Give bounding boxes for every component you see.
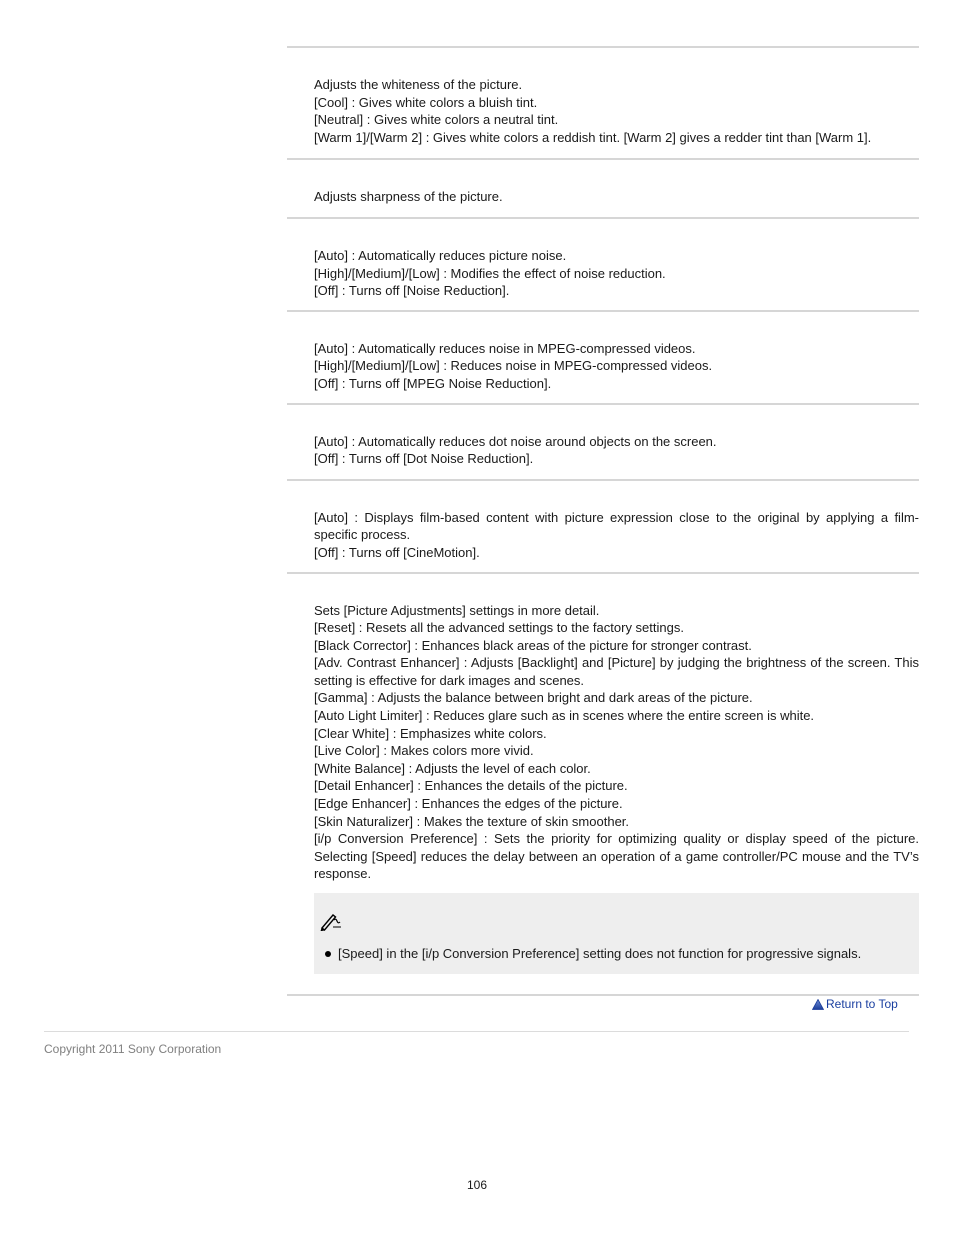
section-text: [Gamma] : Adjusts the balance between bright and dark areas of the picture. bbox=[314, 690, 753, 706]
return-to-top-label[interactable]: Return to Top bbox=[826, 997, 898, 1011]
section-text: Sets [Picture Adjustments] settings in more detail. bbox=[314, 602, 600, 618]
section-text: [Detail Enhancer] : Enhances the details of the picture. bbox=[314, 778, 628, 794]
section-text: [Warm 1]/[Warm 2] : Gives white colors a reddish tint. [Warm 2] gives a redder tint than [Warm 1]. bbox=[314, 129, 872, 145]
section-text: [Auto] : Automatically reduces picture noise. bbox=[314, 247, 567, 263]
section-text: [i/p Conversion Preference] : Sets the priority for optimizing quality or display speed of the picture. Selecting [Speed] reduces the delay between an operation of a game controller/PC mouse and the TV’s response. bbox=[314, 831, 923, 882]
bullet-icon bbox=[325, 951, 331, 957]
copyright-text: Copyright 2011 Sony Corporation bbox=[44, 1042, 222, 1056]
section-text: [Auto] : Displays film-based content with picture expression close to the original by applying a film-specific process. bbox=[314, 509, 919, 543]
note-text: [Speed] in the [i/p Conversion Preference] setting does not function for progressive signals. bbox=[338, 946, 862, 961]
settings-section-mpeg-noise-reduction bbox=[287, 310, 919, 403]
section-text: [High]/[Medium]/[Low] : Reduces noise in MPEG-compressed videos. bbox=[314, 358, 713, 374]
section-text: [Adv. Contrast Enhancer] : Adjusts [Backlight] and [Picture] by judging the brightness of the screen. This setting is effective for dark images and scenes. bbox=[314, 655, 923, 688]
settings-section-sharpness bbox=[287, 158, 919, 217]
section-text: [Edge Enhancer] : Enhances the edges of the picture. bbox=[314, 796, 623, 812]
page-number: 106 bbox=[466, 1178, 488, 1192]
section-text: [Neutral] : Gives white colors a neutral tint. bbox=[314, 112, 559, 128]
section-text: [Skin Naturalizer] : Makes the texture of skin smoother. bbox=[314, 813, 630, 829]
pen-note-icon bbox=[319, 911, 343, 931]
settings-section-dot-noise-reduction bbox=[287, 403, 919, 479]
section-text: [Off] : Turns off [Noise Reduction]. bbox=[314, 283, 510, 299]
section-text: [Live Color] : Makes colors more vivid. bbox=[314, 743, 534, 759]
section-text: [Cool] : Gives white colors a bluish tint. bbox=[314, 94, 538, 110]
up-triangle-icon bbox=[812, 999, 824, 1010]
section-text: [Auto] : Automatically reduces noise in MPEG-compressed videos. bbox=[314, 340, 696, 356]
return-to-top-link[interactable] bbox=[812, 997, 898, 1011]
section-text: [Auto] : Automatically reduces dot noise around objects on the screen. bbox=[314, 433, 717, 449]
settings-section-cinemotion bbox=[287, 479, 919, 572]
section-text: [Reset] : Resets all the advanced settings to the factory settings. bbox=[314, 620, 684, 636]
settings-section-white-balance-tone bbox=[287, 46, 919, 158]
section-text: [White Balance] : Adjusts the level of each color. bbox=[314, 760, 591, 776]
section-text: [Off] : Turns off [CineMotion]. bbox=[314, 544, 480, 560]
section-text: [High]/[Medium]/[Low] : Modifies the effect of noise reduction. bbox=[314, 265, 666, 281]
section-text: [Off] : Turns off [MPEG Noise Reduction]. bbox=[314, 375, 552, 391]
settings-content bbox=[287, 46, 923, 996]
section-text: [Black Corrector] : Enhances black areas of the picture for stronger contrast. bbox=[314, 637, 752, 653]
settings-section-noise-reduction bbox=[287, 217, 919, 310]
section-text: [Off] : Turns off [Dot Noise Reduction]. bbox=[314, 451, 534, 467]
section-text: [Clear White] : Emphasizes white colors. bbox=[314, 725, 547, 741]
settings-section-advanced-settings bbox=[287, 572, 923, 975]
note-list-item bbox=[319, 945, 913, 962]
section-text: Adjusts sharpness of the picture. bbox=[314, 189, 503, 205]
note-box bbox=[314, 893, 919, 974]
section-end-divider bbox=[287, 994, 919, 996]
section-text: [Auto Light Limiter] : Reduces glare such as in scenes where the entire screen is white. bbox=[314, 708, 815, 724]
section-text: Adjusts the whiteness of the picture. bbox=[314, 77, 523, 92]
footer-divider bbox=[44, 1031, 909, 1032]
